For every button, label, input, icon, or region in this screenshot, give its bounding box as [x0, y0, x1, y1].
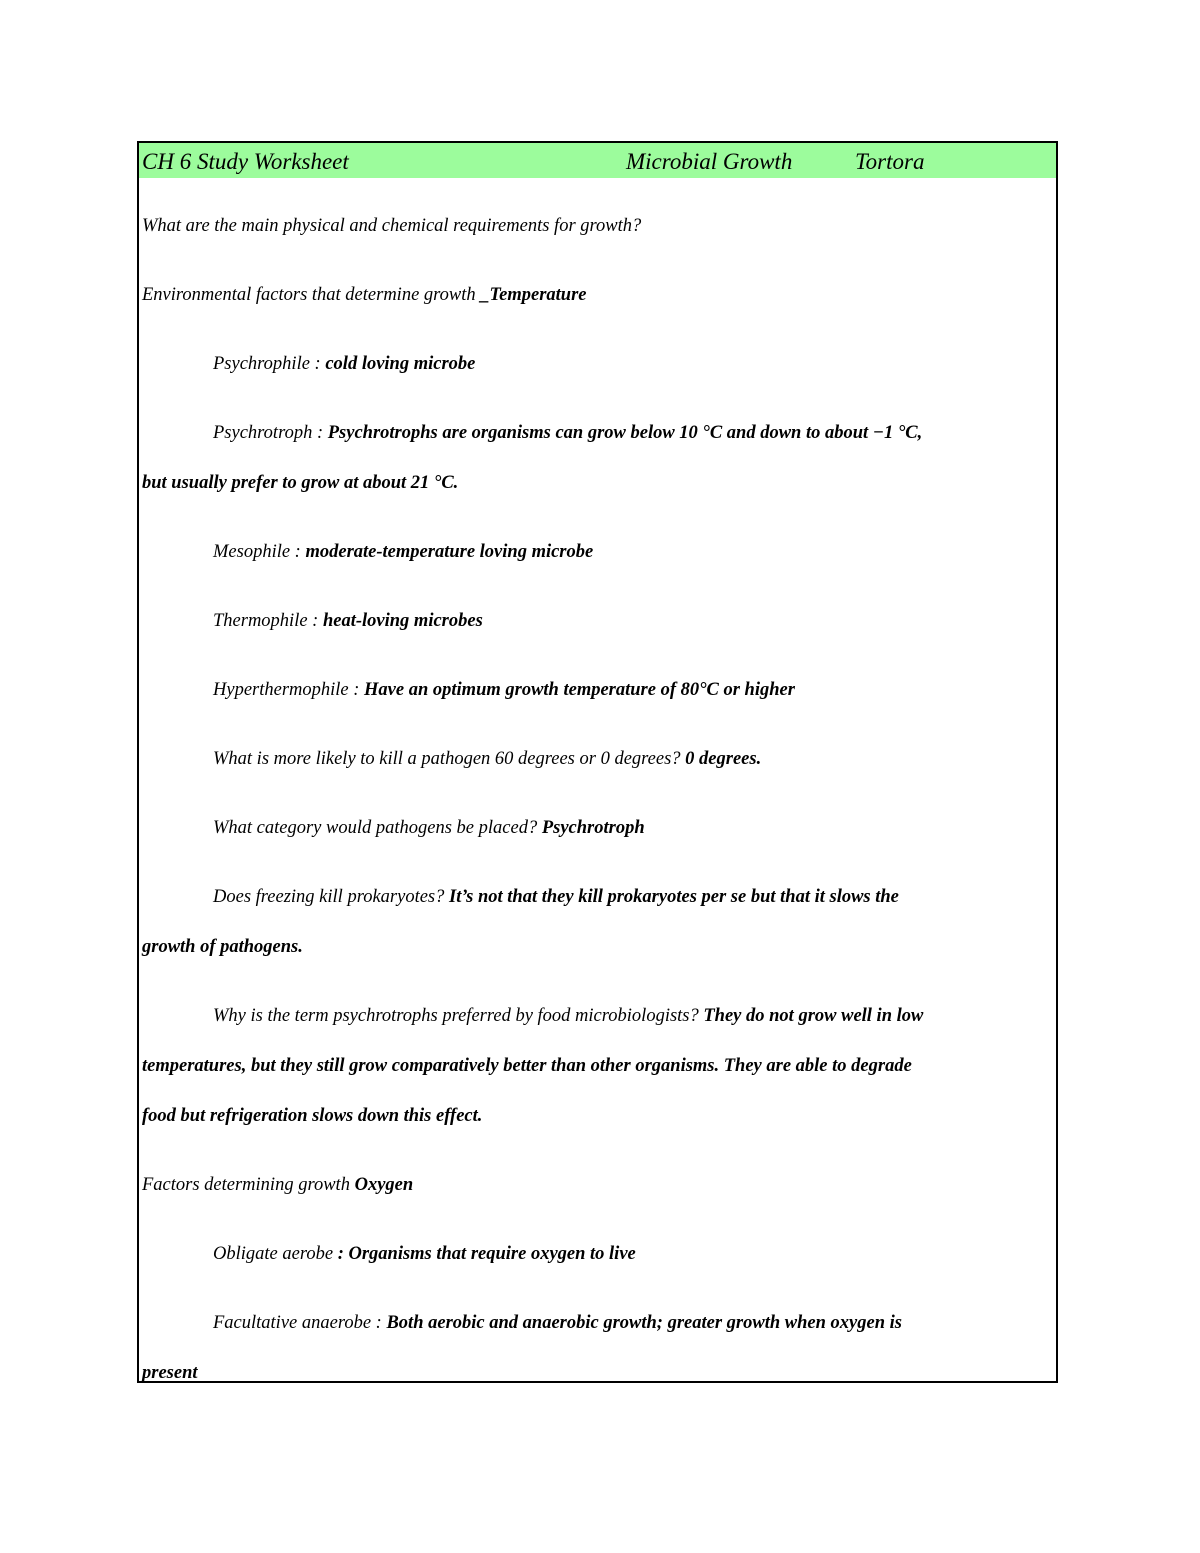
- header-topic: Microbial Growth: [626, 149, 793, 174]
- answer-text: Have an optimum growth temperature of 80°C or higher: [364, 680, 795, 700]
- term-label: Thermophile :: [213, 611, 323, 631]
- term-label: Psychrotroph :: [213, 423, 328, 443]
- environmental-factors-line: [142, 271, 1042, 320]
- question-text: Why is the term psychrotrophs preferred by food microbiologists?: [213, 1006, 704, 1026]
- term-label: Facultative anaerobe :: [213, 1313, 387, 1333]
- answer-text: present: [142, 1363, 198, 1383]
- oxygen-factor-line: [142, 1161, 1042, 1210]
- answer-text: heat-loving microbes: [322, 611, 483, 631]
- answer-text: but usually prefer to grow at about 21 °C.: [142, 473, 459, 493]
- answer-text: cold loving microbe: [325, 354, 476, 374]
- mesophile-line: [142, 528, 1042, 577]
- worksheet-frame: [137, 141, 1058, 1383]
- worksheet-header: [139, 143, 1056, 178]
- answer-text: Oxygen: [354, 1175, 414, 1195]
- question-text: Environmental factors that determine growth: [142, 285, 481, 305]
- answer-text: : Organisms that require oxygen to live: [337, 1244, 636, 1264]
- facultative-anaerobe-line: [142, 1299, 1042, 1348]
- freezing-line-continued: [142, 923, 1042, 972]
- header-title: CH 6 Study Worksheet: [142, 149, 349, 174]
- header-author: Tortora: [855, 149, 925, 174]
- answer-text: 0 degrees.: [685, 749, 762, 769]
- psychrophile-line: [142, 340, 1042, 389]
- answer-text: _Temperature: [480, 285, 587, 305]
- answer-text: Both aerobic and anaerobic growth; greater growth when oxygen is: [386, 1313, 902, 1333]
- answer-text: Psychrotroph: [541, 818, 645, 838]
- question-text: Factors determining growth: [142, 1175, 355, 1195]
- thermophile-line: [142, 597, 1042, 646]
- category-line: [142, 804, 1042, 853]
- answer-text: food but refrigeration slows down this effect.: [142, 1106, 483, 1126]
- obligate-aerobe-line: [142, 1230, 1042, 1279]
- why-psychrotrophs-line-3: [142, 1092, 1042, 1141]
- answer-text: Psychrotrophs are organisms can grow below 10 °C and down to about −1 °C,: [327, 423, 923, 443]
- question-text: Does freezing kill prokaryotes?: [213, 887, 450, 907]
- why-psychrotrophs-line-2: [142, 1042, 1042, 1091]
- question-text: What category would pathogens be placed?: [213, 818, 542, 838]
- question-text: What is more likely to kill a pathogen 60 degrees or 0 degrees?: [213, 749, 686, 769]
- term-label: Obligate aerobe: [213, 1244, 338, 1264]
- freezing-line: [142, 873, 1042, 922]
- kill-pathogen-line: [142, 735, 1042, 784]
- answer-text: growth of pathogens.: [142, 937, 303, 957]
- facultative-anaerobe-line-continued: [142, 1349, 1042, 1383]
- psychrotroph-line-continued: [142, 459, 1042, 508]
- answer-text: It’s not that they kill prokaryotes per se but that it slows the: [449, 887, 899, 907]
- term-label: Mesophile :: [213, 542, 306, 562]
- answer-text: temperatures, but they still grow comparatively better than other organisms. They are able to degrade: [142, 1056, 912, 1076]
- question-text: What are the main physical and chemical requirements for growth?: [142, 216, 642, 236]
- answer-text: They do not grow well in low: [703, 1006, 924, 1026]
- answer-text: moderate-temperature loving microbe: [305, 542, 594, 562]
- main-question: [142, 202, 1042, 251]
- psychrotroph-line: [142, 409, 1042, 458]
- why-psychrotrophs-line: [142, 992, 1042, 1041]
- term-label: Hyperthermophile :: [213, 680, 365, 700]
- term-label: Psychrophile :: [213, 354, 326, 374]
- hyperthermophile-line: [142, 666, 1042, 715]
